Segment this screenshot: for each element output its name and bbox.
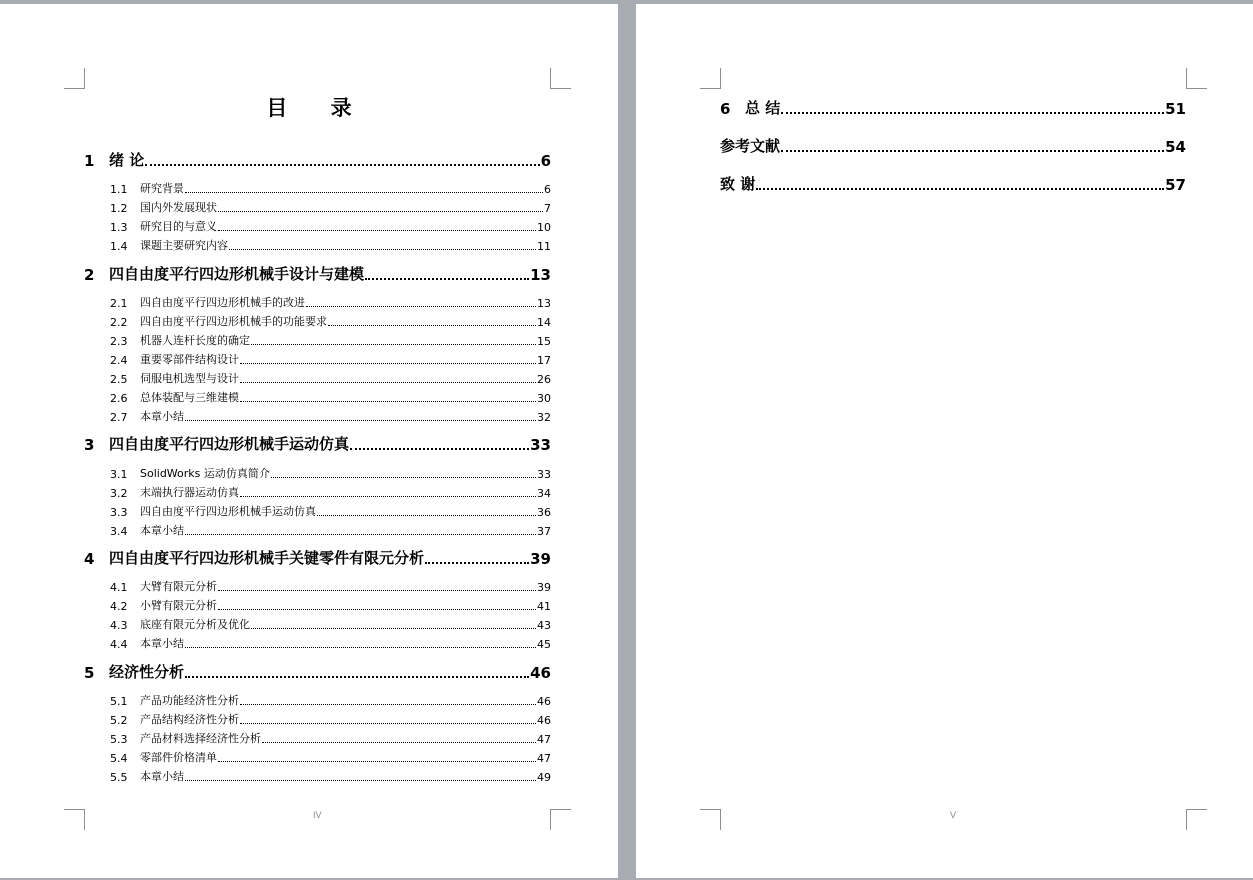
toc-entry-title: 本章小结 [140,524,184,537]
corner-mark-bottom-left [700,809,721,830]
toc-chapter-entry[interactable] [720,136,1186,156]
toc-entry-number: 2.5 [110,373,128,386]
corner-mark-top-left [64,68,85,89]
dot-leader [229,249,536,250]
dot-leader [240,382,536,383]
toc-entry-page-number: 51 [1165,100,1186,118]
toc-entry-title: 产品结构经济性分析 [140,713,239,726]
toc-entry-page-number: 45 [537,638,551,651]
toc-section-entry[interactable] [110,597,551,613]
dot-leader [781,150,1164,152]
dot-leader [185,647,536,648]
dot-leader [240,363,536,364]
toc-entry-title: 参考文献 [720,137,781,155]
toc-section-entry[interactable] [110,408,551,424]
toc-entry-page-number: 41 [537,600,551,613]
toc-section-entry[interactable] [110,313,551,329]
toc-entry-number: 5 [84,664,95,682]
toc-entry-page-number: 54 [1165,138,1186,156]
toc-entry-number: 2.1 [110,297,128,310]
toc-entry-title: 末端执行器运动仿真 [140,486,239,499]
toc-entry-title: 经济性分析 [109,663,185,681]
toc-entry-number: 1.4 [110,240,128,253]
corner-mark-bottom-right [1186,809,1207,830]
toc-entry-number: 5.3 [110,733,128,746]
toc-section-entry[interactable] [110,692,551,708]
toc-entry-number: 3 [84,436,95,454]
toc-page-right [636,4,1253,878]
toc-entry-number: 3.1 [110,468,128,481]
toc-entry-page-number: 47 [537,733,551,746]
toc-entry-number: 2.2 [110,316,128,329]
toc-entry-number: 3.4 [110,525,128,538]
dot-leader [218,761,536,762]
toc-section-entry[interactable] [110,616,551,632]
toc-entry-page-number: 36 [537,506,551,519]
toc-entry-page-number: 6 [544,183,551,196]
toc-entry-number: 5.4 [110,752,128,765]
toc-entry-page-number: 17 [537,354,551,367]
toc-section-entry[interactable] [110,711,551,727]
toc-chapter-entry[interactable] [720,98,1186,118]
dot-leader [185,780,536,781]
dot-leader [240,723,536,724]
toc-section-entry[interactable] [110,730,551,746]
toc-section-entry[interactable] [110,351,551,367]
toc-section-entry[interactable] [110,578,551,594]
toc-title: 目 录 [266,95,370,120]
toc-section-entry[interactable] [110,180,551,196]
toc-entry-page-number: 34 [537,487,551,500]
toc-section-entry[interactable] [110,522,551,538]
toc-chapter-entry[interactable] [84,548,551,568]
toc-entry-page-number: 33 [530,436,551,454]
corner-mark-top-right [1186,68,1207,89]
toc-entry-number: 1.1 [110,183,128,196]
dot-leader [185,534,536,535]
toc-section-entry[interactable] [110,370,551,386]
toc-entry-title: 本章小结 [140,410,184,423]
dot-leader [145,164,539,166]
dot-leader [781,112,1164,114]
toc-section-entry[interactable] [110,768,551,784]
toc-entry-title: SolidWorks 运动仿真简介 [140,467,270,480]
dot-leader [328,325,536,326]
toc-entry-page-number: 33 [537,468,551,481]
dot-leader [240,496,536,497]
toc-entry-title: 课题主要研究内容 [140,239,228,252]
toc-entry-number: 1 [84,152,95,170]
toc-entry-title: 四自由度平行四边形机械手的改进 [140,296,305,309]
toc-entry-title: 绪 论 [109,151,145,169]
toc-entry-page-number: 43 [537,619,551,632]
toc-entry-number: 4.2 [110,600,128,613]
dot-leader [218,590,536,591]
toc-entry-title: 产品功能经济性分析 [140,694,239,707]
dot-leader [271,477,536,478]
toc-entry-page-number: 32 [537,411,551,424]
toc-entry-page-number: 39 [530,550,551,568]
dot-leader [262,742,536,743]
toc-entry-title: 伺服电机选型与设计 [140,372,239,385]
toc-entry-number: 3.2 [110,487,128,500]
toc-entry-title: 国内外发展现状 [140,201,217,214]
toc-entry-page-number: 30 [537,392,551,405]
toc-entry-page-number: 10 [537,221,551,234]
toc-entry-title: 四自由度平行四边形机械手设计与建模 [109,265,365,283]
toc-entry-title: 产品材料选择经济性分析 [140,732,261,745]
toc-section-entry[interactable] [110,465,551,481]
toc-entry-page-number: 46 [537,695,551,708]
toc-entry-page-number: 49 [537,771,551,784]
toc-entry-number: 2.3 [110,335,128,348]
dot-leader [218,230,536,231]
toc-entry-title: 总 结 [745,99,781,117]
toc-entry-number: 2.7 [110,411,128,424]
dot-leader [365,278,529,280]
toc-entry-number: 3.3 [110,506,128,519]
toc-entry-page-number: 46 [537,714,551,727]
toc-section-entry[interactable] [110,484,551,500]
toc-entry-page-number: 11 [537,240,551,253]
dot-leader [218,211,543,212]
toc-section-entry[interactable] [110,749,551,765]
corner-mark-bottom-right [550,809,571,830]
dot-leader [218,609,536,610]
toc-entry-title: 本章小结 [140,637,184,650]
toc-section-entry[interactable] [110,294,551,310]
dot-leader [185,420,536,421]
page-number-footer: IV [313,810,322,820]
toc-entry-page-number: 57 [1165,176,1186,194]
page-number-footer: V [950,810,957,820]
toc-chapter-entry[interactable] [84,150,551,170]
toc-section-entry[interactable] [110,635,551,651]
toc-entry-title: 底座有限元分析及优化 [140,618,250,631]
corner-mark-bottom-left [64,809,85,830]
dot-leader [425,562,529,564]
toc-section-entry[interactable] [110,332,551,348]
toc-entry-number: 2.4 [110,354,128,367]
toc-entry-number: 5.1 [110,695,128,708]
dot-leader [350,448,529,450]
toc-entry-number: 6 [720,100,731,118]
toc-entry-title: 总体装配与三维建模 [140,391,239,404]
toc-entry-number: 4.4 [110,638,128,651]
dot-leader [240,401,536,402]
toc-entry-number: 5.5 [110,771,128,784]
toc-section-entry[interactable] [110,237,551,253]
corner-mark-top-right [550,68,571,89]
toc-entry-title: 研究背景 [140,182,184,195]
toc-entry-number: 1.2 [110,202,128,215]
toc-entry-page-number: 47 [537,752,551,765]
toc-entry-title: 本章小结 [140,770,184,783]
toc-chapter-entry[interactable] [84,264,551,284]
toc-entry-title: 致 谢 [720,175,756,193]
dot-leader [251,628,536,629]
toc-entry-page-number: 7 [544,202,551,215]
dot-leader [185,192,543,193]
toc-entry-page-number: 6 [540,152,551,170]
toc-entry-number: 4 [84,550,95,568]
corner-mark-top-left [700,68,721,89]
toc-entry-title: 四自由度平行四边形机械手关键零件有限元分析 [109,549,425,567]
dot-leader [185,676,529,678]
toc-section-entry[interactable] [110,218,551,234]
toc-entry-title: 四自由度平行四边形机械手的功能要求 [140,315,327,328]
toc-entry-page-number: 14 [537,316,551,329]
toc-entry-title: 四自由度平行四边形机械手运动仿真 [109,435,350,453]
toc-chapter-entry[interactable] [84,434,551,454]
toc-entry-page-number: 13 [530,266,551,284]
toc-entry-page-number: 37 [537,525,551,538]
toc-entry-title: 零部件价格清单 [140,751,217,764]
toc-entry-page-number: 15 [537,335,551,348]
toc-entry-title: 重要零部件结构设计 [140,353,239,366]
toc-entry-number: 5.2 [110,714,128,727]
dot-leader [756,188,1164,190]
toc-entry-page-number: 26 [537,373,551,386]
toc-entry-number: 4.3 [110,619,128,632]
toc-entry-title: 机器人连杆长度的确定 [140,334,250,347]
toc-entry-number: 4.1 [110,581,128,594]
toc-chapter-entry[interactable] [720,174,1186,194]
toc-entry-title: 大臂有限元分析 [140,580,217,593]
toc-entry-page-number: 13 [537,297,551,310]
toc-entry-title: 四自由度平行四边形机械手运动仿真 [140,505,316,518]
toc-section-entry[interactable] [110,503,551,519]
dot-leader [251,344,536,345]
toc-chapter-entry[interactable] [84,662,551,682]
dot-leader [317,515,536,516]
toc-entry-number: 2.6 [110,392,128,405]
dot-leader [240,704,536,705]
dot-leader [306,306,536,307]
toc-entry-title: 小臂有限元分析 [140,599,217,612]
toc-entry-page-number: 39 [537,581,551,594]
toc-section-entry[interactable] [110,389,551,405]
toc-entry-page-number: 46 [530,664,551,682]
toc-section-entry[interactable] [110,199,551,215]
toc-entry-title: 研究目的与意义 [140,220,217,233]
toc-page-left [0,4,618,878]
toc-entry-number: 2 [84,266,95,284]
toc-entry-number: 1.3 [110,221,128,234]
